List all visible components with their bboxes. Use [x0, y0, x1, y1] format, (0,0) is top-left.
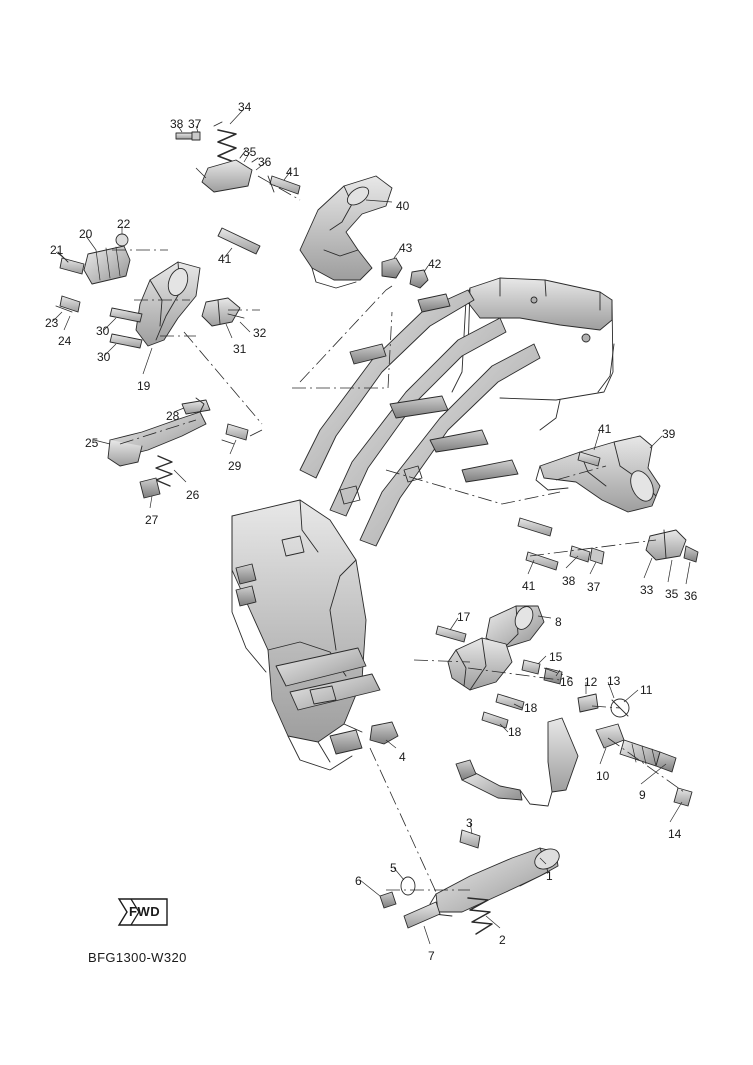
callout-number: 25	[85, 436, 99, 450]
callout-number: 27	[145, 513, 159, 527]
callout-number: 31	[233, 342, 247, 356]
callout-number: 28	[166, 409, 180, 423]
callout-number: 41	[598, 422, 612, 436]
callout-number: 11	[640, 683, 653, 697]
callout-number: 15	[549, 650, 563, 664]
callout-number: 30	[96, 324, 110, 338]
callout-number: 35	[665, 587, 679, 601]
callout-number: 18	[524, 701, 538, 715]
callout-number: 18	[508, 725, 522, 739]
callout-number: 5	[390, 861, 397, 875]
callout-number: 37	[188, 117, 202, 131]
callout-number: 43	[399, 241, 413, 255]
part-code-label: BFG1300-W320	[88, 950, 187, 965]
callout-number: 1	[546, 869, 553, 883]
callout-number: 17	[457, 610, 471, 624]
callout-number: 23	[45, 316, 59, 330]
callout-number: 14	[668, 827, 682, 841]
callout-number: 3	[466, 816, 473, 830]
callout-number: 37	[587, 580, 601, 594]
callout-number: 26	[186, 488, 200, 502]
callout-number: 32	[253, 326, 267, 340]
callout-number: 40	[396, 199, 410, 213]
callout-number: 36	[258, 155, 272, 169]
callout-number: 39	[662, 427, 676, 441]
callout-number: 38	[170, 117, 184, 131]
callout-number: 4	[399, 750, 406, 764]
callout-number: 10	[596, 769, 610, 783]
callout-number: 24	[58, 334, 72, 348]
fwd-direction-badge	[113, 893, 175, 931]
callout-number: 38	[562, 574, 576, 588]
callout-number: 41	[286, 165, 300, 179]
callout-number: 20	[79, 227, 93, 241]
callout-number: 8	[555, 615, 562, 629]
callout-number: 12	[584, 675, 598, 689]
callout-number: 19	[137, 379, 151, 393]
callout-number: 2	[499, 933, 506, 947]
callout-number: 33	[640, 583, 654, 597]
callout-number: 29	[228, 459, 242, 473]
callout-number: 22	[117, 217, 131, 231]
callout-number: 41	[522, 579, 536, 593]
callout-number: 7	[428, 949, 435, 963]
callout-number: 13	[607, 674, 621, 688]
callout-number: 35	[243, 145, 257, 159]
fwd-label: FWD	[129, 904, 161, 919]
motorcycle-frame	[232, 278, 614, 770]
callout-number: 6	[355, 874, 362, 888]
callout-number: 16	[560, 675, 574, 689]
callout-number: 34	[238, 100, 252, 114]
callout-number: 42	[428, 257, 442, 271]
callout-number: 21	[50, 243, 64, 257]
callout-number: 41	[218, 252, 232, 266]
callout-number: 36	[684, 589, 698, 603]
callout-number: 9	[639, 788, 646, 802]
callout-number: 30	[97, 350, 111, 364]
